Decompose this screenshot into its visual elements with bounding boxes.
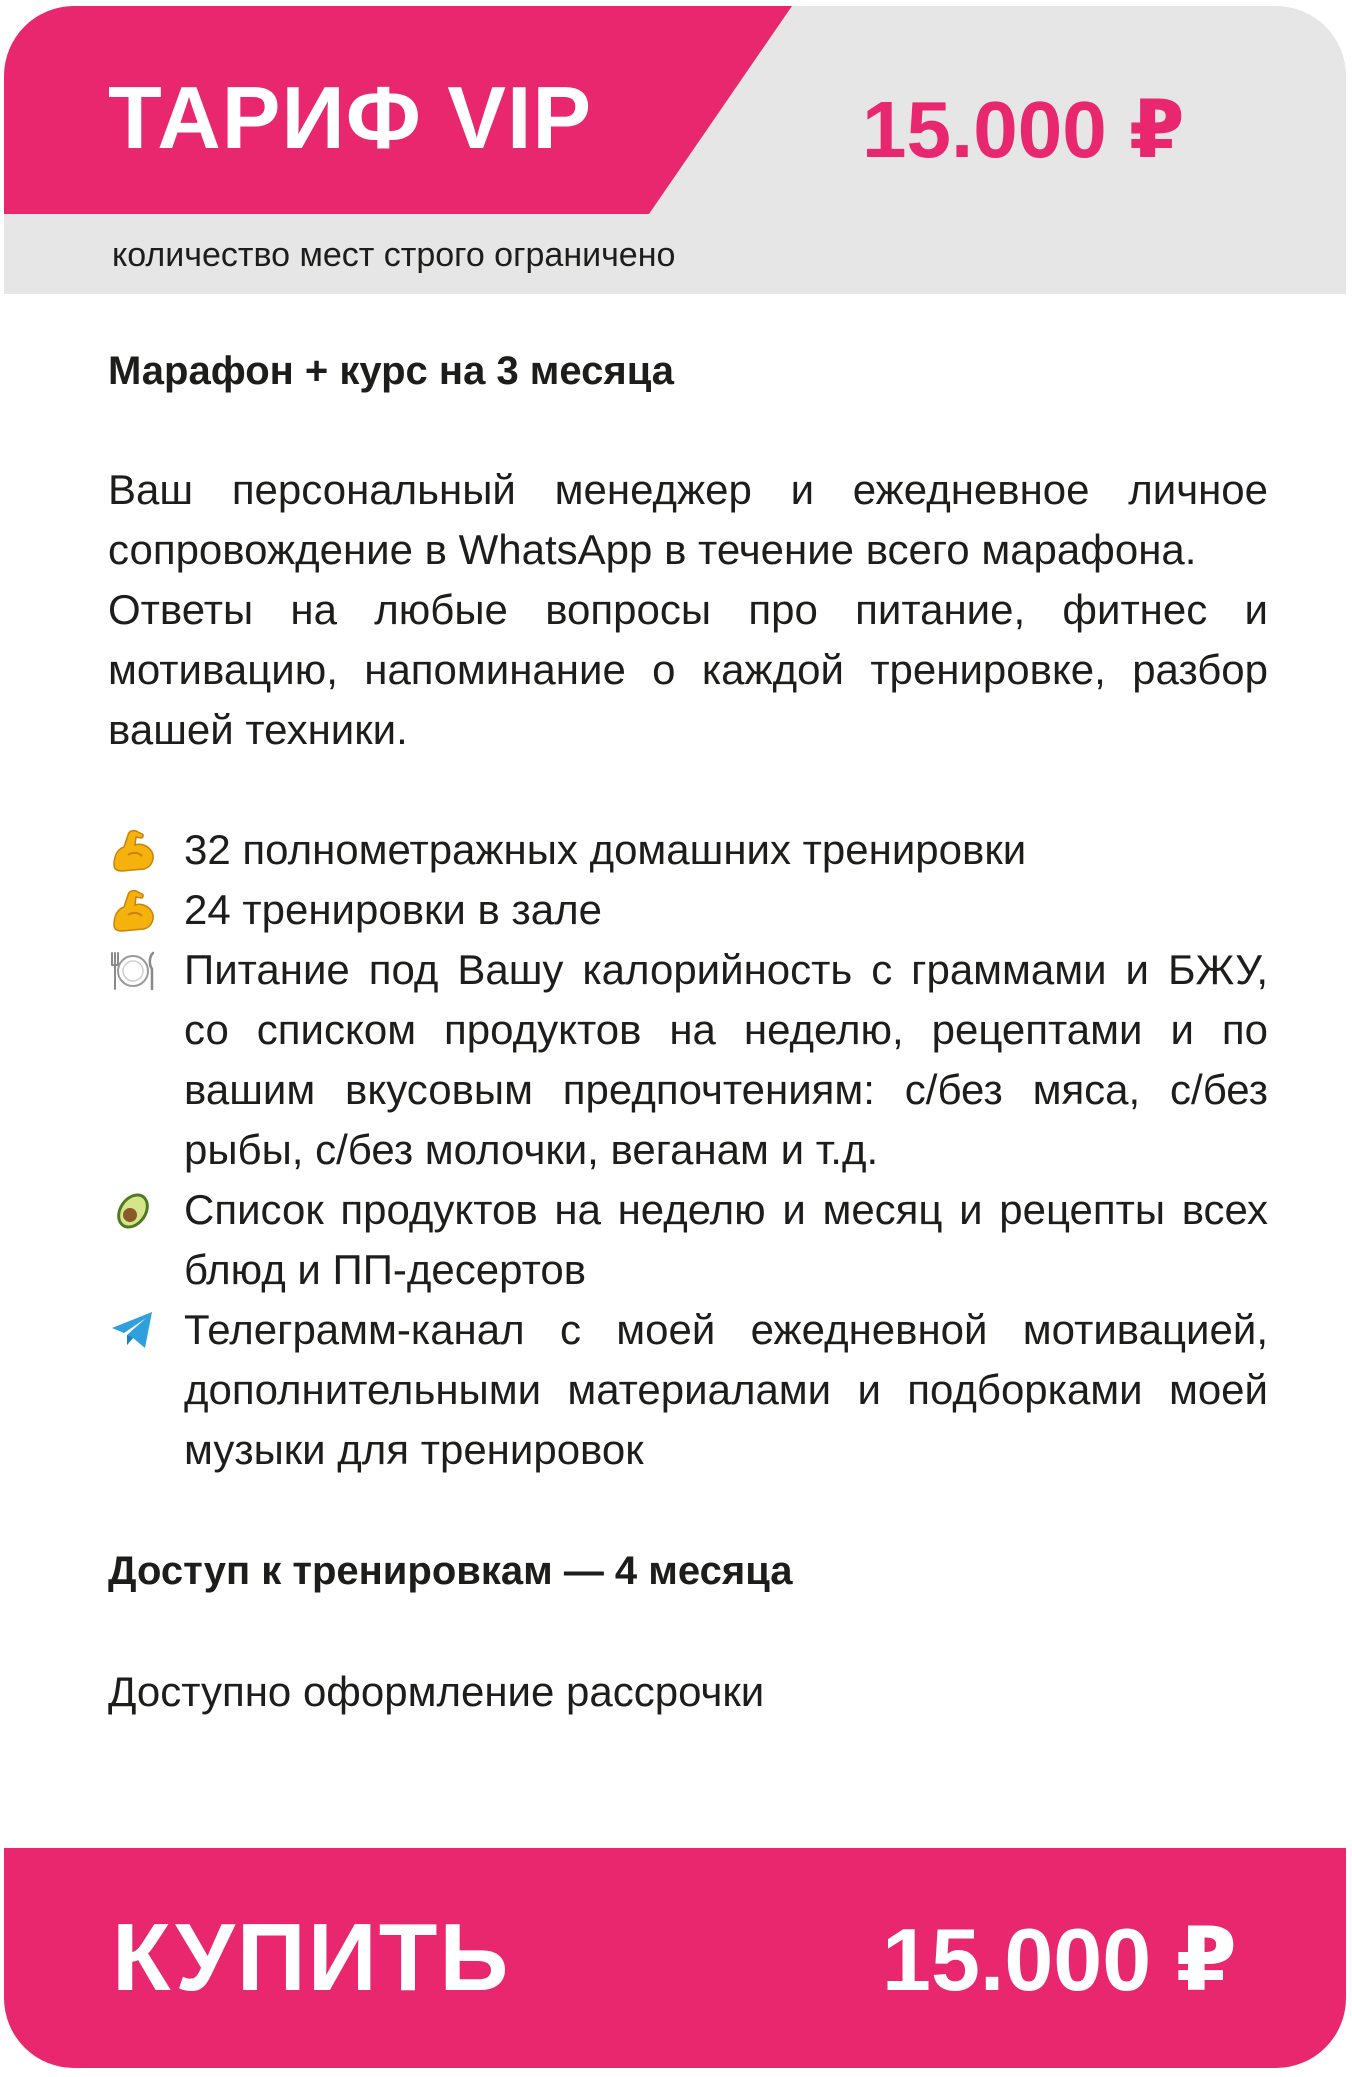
flexed-biceps-icon [108,820,184,880]
limited-seats-bar [4,214,1346,294]
tariff-header [4,6,1346,214]
fork-knife-plate-icon [108,940,184,1000]
feature-list [108,820,1268,1480]
feature-item [108,880,1268,940]
feature-text: Телеграмм-канал с моей ежедневной мотивацией, дополнительными материалами и подборками моей музыки для тренировок [184,1306,1268,1473]
feature-item [108,820,1268,880]
feature-text: 24 тренировки в зале [184,886,602,933]
feature-text: 32 полнометражных домашних тренировки [184,826,1027,873]
course-heading: Марафон + курс на 3 месяца [108,349,675,393]
flexed-biceps-icon [108,880,184,940]
access-heading: Доступ к тренировкам — 4 месяца [108,1549,793,1593]
buy-button-label: КУПИТЬ [112,1904,511,2011]
feature-item [108,1300,1268,1480]
feature-item [108,940,1268,1180]
answers-paragraph: Ответы на любые вопросы про питание, фитнес и мотивацию, напоминание о каждой тренировке, разбор вашей техники. [108,586,1268,753]
installment-text: Доступно оформление рассрочки [108,1668,765,1715]
tariff-price: 15.000 ₽ [862,85,1185,174]
feature-text: Питание под Вашу калорийность с граммами и БЖУ, со списком продуктов на неделю, рецептами и по вашим вкусовым предпочтениям: с/без мяса, с/без рыбы, с/без молочки, веганам и т.д. [184,946,1268,1173]
manager-paragraph: Ваш персональный менеджер и ежедневное личное сопровождение в WhatsApp в течение всего марафона. [108,466,1268,573]
tariff-title: ТАРИФ VIP [108,68,593,167]
tariff-content [108,342,1268,1722]
feature-text: Список продуктов на неделю и месяц и рецепты всех блюд и ПП-десертов [184,1186,1268,1293]
buy-button-price: 15.000 ₽ [882,1910,1237,2009]
telegram-icon [108,1300,184,1360]
limited-seats-text: количество мест строго ограничено [112,236,676,274]
feature-item [108,1180,1268,1300]
buy-button[interactable] [4,1848,1346,2068]
tariff-card [4,6,1346,2068]
avocado-icon [108,1180,184,1240]
